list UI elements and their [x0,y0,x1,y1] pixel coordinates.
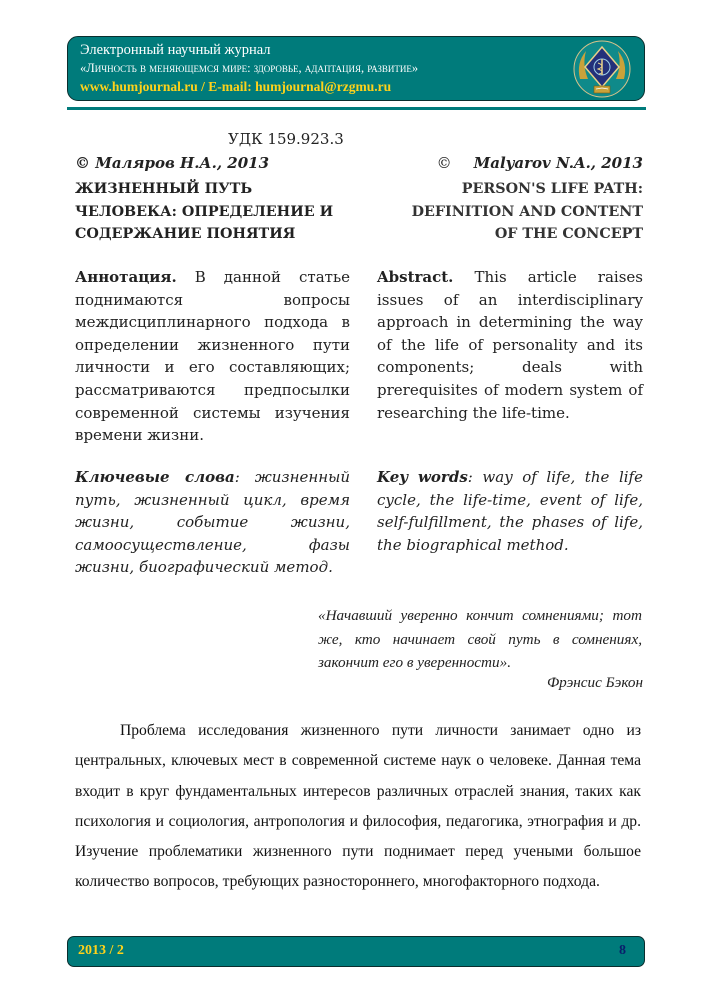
title-ru [75,178,365,246]
abstract-ru-label: Аннотация. [75,268,177,286]
abstract-ru [75,266,350,447]
author-ru: © Маляров Н.А., 2013 [75,154,270,172]
page-footer [67,936,645,967]
journal-header [67,36,645,101]
abstract-en-text: This article raises issues of an interdisciplinary approach in determining the way of the life of personality and its components; deals with prerequisites of modern system of researching the life-time. [377,268,643,422]
title-en [412,178,643,246]
body-paragraph: Проблема исследования жизненного пути личности занимает одно из центральных, ключевых мест в современной системе наук о человеке. Данная тема входит в круг фундаментальных интересов различных отраслей знания, таких как психология и социология, антропология и философия, педагогика, этнография и др. Изучение проблематики жизненного пути поднимает перед учеными большое количество вопросов, требующих разностороннего, многофакторного подхода. [75,722,641,891]
title-en-line: PERSON'S LIFE PATH: [461,181,643,197]
journal-type: Электронный научный журнал [80,42,271,58]
header-divider [67,107,646,110]
udk-code: УДК 159.923.3 [228,130,344,148]
title-ru-line: ЖИЗНЕННЫЙ ПУТЬ [75,181,253,197]
keywords-ru-text: : жизненный путь, жизненный цикл, время жизни, событие жизни, самоосуществление, фазы жизни, биографический метод. [75,468,350,577]
journal-name: «Личность в меняющемся мире: здоровье, адаптация, развитие» [80,61,419,75]
epigraph-author: Фрэнсис Бэкон [546,674,643,691]
abstract-en [377,266,643,424]
epigraph-text: «Начавший уверенно кончит сомнениями; тот же, кто начинает свой путь в сомнениях, закончит его в уверенности». [318,607,642,671]
keywords-en [377,466,643,556]
keywords-ru [75,466,350,579]
abstract-en-label: Abstract. [377,268,454,286]
title-ru-line: СОДЕРЖАНИЕ ПОНЯТИЯ [75,226,296,242]
title-en-line: DEFINITION AND CONTENT [411,203,643,220]
abstract-ru-text: В данной статье поднимаются вопросы междисциплинарного подхода в определении жизненного пути личности и его составляющих; рассматриваются предпосылки современной системы изучения времени жизни. [75,268,350,445]
author-en-name: Malyarov N.A., 2013 [473,154,643,172]
author-en [437,154,643,172]
keywords-en-text: : way of life, the life cycle, the life-time, event of life, self-fulfillment, the phases of life, the biographical method. [377,468,643,554]
keywords-en-label: Key words [377,468,468,486]
title-ru-line: ЧЕЛОВЕКА: ОПРЕДЕЛЕНИЕ И [75,203,334,220]
title-en-line: OF THE CONCEPT [494,226,643,242]
keywords-ru-label: Ключевые слова [75,468,235,486]
issue-number: 2013 / 2 [78,943,124,958]
university-emblem-icon [572,39,632,99]
journal-contacts[interactable]: www.humjournal.ru / E-mail: humjournal@rzgmu.ru [80,79,392,94]
page-number: 8 [619,943,626,958]
copyright-symbol: © [436,154,452,172]
